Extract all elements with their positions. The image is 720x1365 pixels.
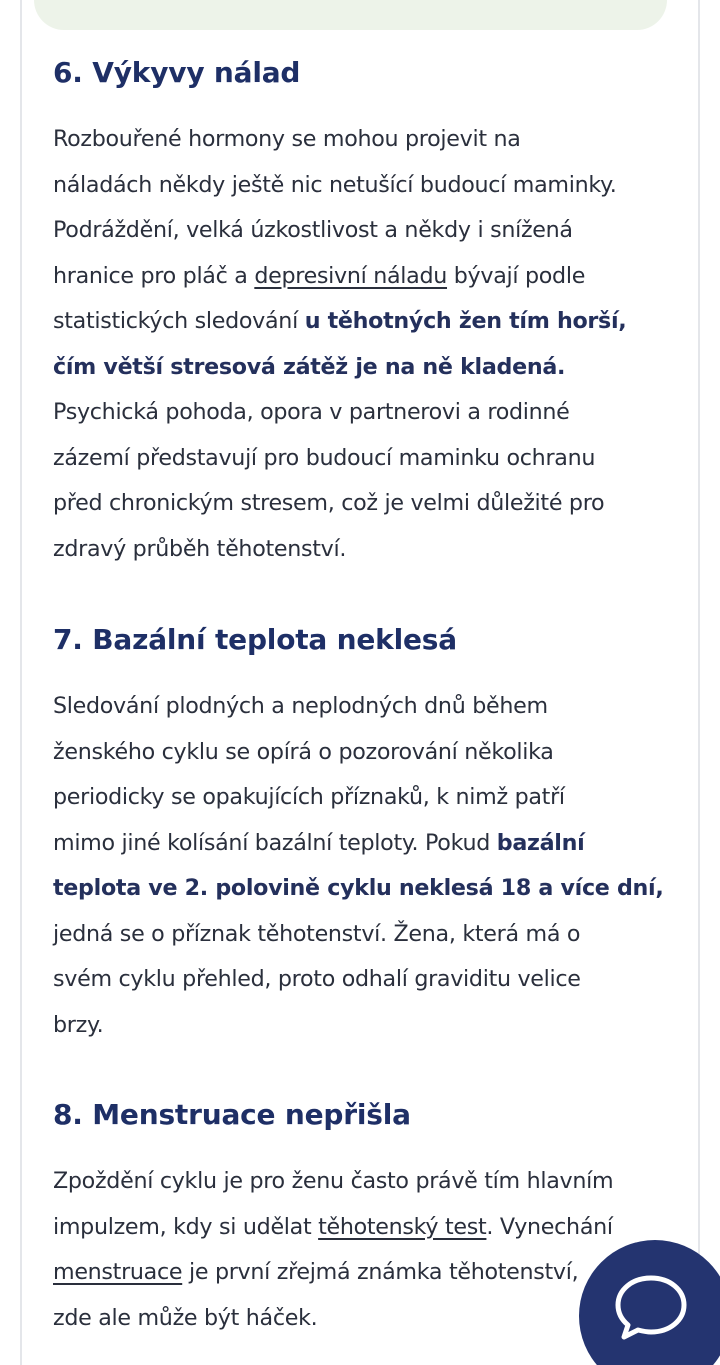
text-line: brzy. (53, 1011, 104, 1038)
text-line: ženského cyklu se opírá o pozorování několika (53, 738, 554, 765)
text-segment: je první zřejmá známka těhotenství, (182, 1259, 579, 1285)
text-line (53, 1205, 673, 1251)
text-line (53, 254, 673, 300)
bold-text: bazální (496, 829, 585, 856)
section-heading-8: 8. Menstruace nepřišla (53, 1098, 411, 1131)
text-line: zde ale může být háček. (53, 1304, 318, 1331)
text-line: náladách někdy ještě nic netušící budoucí maminky. (53, 171, 617, 198)
text-line: jedná se o příznak těhotenství. Žena, která má o (53, 920, 581, 947)
text-segment: hranice pro pláč a (53, 262, 255, 289)
text-line: před chronickým stresem, což je velmi důležité pro (53, 490, 605, 516)
text-line: zdravý průběh těhotenství. (53, 535, 347, 562)
text-line (53, 1250, 673, 1296)
link-depresivni-naladu[interactable]: depresivní náladu (254, 262, 448, 289)
text-line: zázemí představují pro budoucí maminku ochranu (53, 444, 596, 471)
text-line: Psychická pohoda, opora v partnerovi a rodinné (53, 399, 570, 425)
text-line (53, 821, 673, 867)
text-line (53, 345, 673, 391)
text-line: Zpoždění cyklu je pro ženu často právě tím hlavním (53, 1168, 614, 1194)
text-line: Rozbouřené hormony se mohou projevit na (53, 126, 521, 152)
bold-text: čím větší stresová zátěž je na ně kladená. (53, 353, 566, 380)
text-line: Sledování plodných a neplodných dnů během (53, 693, 548, 719)
link-tehotensky-test[interactable]: těhotenský test (318, 1213, 487, 1240)
text-segment: bývají podle (447, 262, 586, 289)
chat-bubble-icon (613, 1270, 689, 1346)
text-line: svém cyklu přehled, proto odhalí graviditu velice (53, 966, 581, 992)
tip-box (34, 0, 667, 30)
bold-text: u těhotných žen tím horší, (304, 308, 627, 334)
section-paragraph-6 (53, 117, 673, 572)
link-menstruace[interactable]: menstruace (53, 1259, 183, 1285)
text-line: periodicky se opakujících příznaků, k nimž patří (53, 784, 565, 810)
text-segment: impulzem, kdy si udělat (53, 1213, 319, 1240)
text-line: Podráždění, velká úzkostlivost a někdy i snížená (53, 217, 573, 243)
text-segment: . Vynechání (486, 1213, 613, 1240)
text-line (53, 299, 673, 345)
text-segment: statistických sledování (53, 308, 305, 334)
section-heading-7: 7. Bazální teplota neklesá (53, 623, 457, 656)
text-line (53, 866, 673, 912)
text-segment: mimo jiné kolísání bazální teploty. Pokud (53, 829, 497, 856)
section-paragraph-7 (53, 684, 673, 1048)
bold-text: teplota ve 2. polovině cyklu neklesá 18 a více dní, (53, 875, 664, 901)
section-heading-6: 6. Výkyvy nálad (53, 56, 301, 89)
